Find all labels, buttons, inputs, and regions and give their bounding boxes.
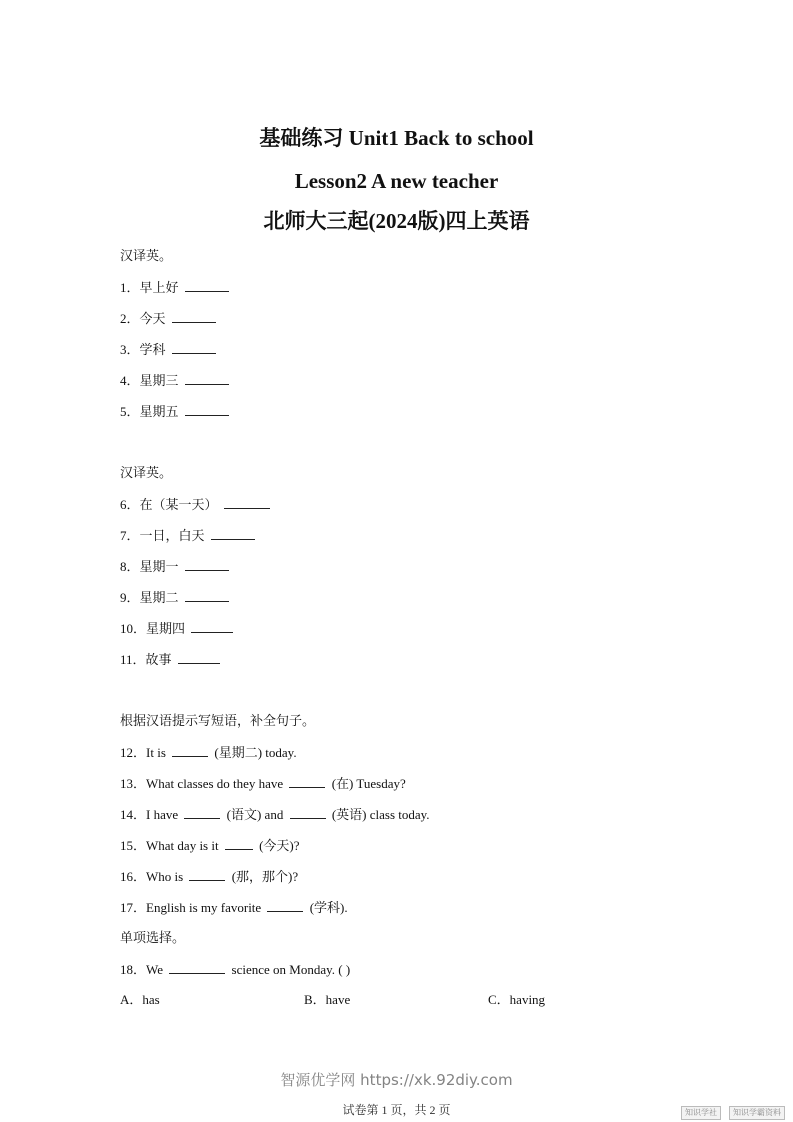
sentence-part: (在) Tuesday? (331, 776, 406, 791)
exercise-item (120, 370, 740, 401)
section-heading: 汉译英。 (120, 248, 173, 263)
item-prompt: 星期五 (139, 404, 179, 419)
item-number: 9． (120, 590, 140, 605)
answer-blank[interactable] (189, 866, 225, 881)
answer-blank[interactable] (211, 525, 255, 540)
exercise-item (120, 866, 740, 897)
sentence-part: (星期二) today. (214, 745, 297, 760)
item-prompt: 星期三 (139, 373, 179, 388)
item-number: 12． (120, 745, 147, 760)
corner-mark: 知识学社 (681, 1106, 721, 1120)
sentence-part: What classes do they have (146, 776, 284, 791)
textbook-title: 北师大三起(2024版)四上英语 (263, 209, 530, 233)
item-number: 16． (120, 869, 147, 884)
answer-blank[interactable] (172, 742, 208, 757)
item-prompt: 星期四 (146, 621, 186, 636)
answer-blank[interactable] (185, 401, 229, 416)
answer-blank[interactable] (185, 277, 229, 292)
item-number: 18． (120, 962, 147, 977)
corner-marks (681, 1106, 785, 1120)
exercise-item (120, 556, 740, 587)
item-prompt: 早上好 (139, 280, 179, 295)
item-number: 5． (120, 404, 140, 419)
answer-blank[interactable] (185, 556, 229, 571)
section-heading: 根据汉语提示写短语，补全句子。 (120, 713, 316, 728)
choice-options (120, 990, 740, 1010)
sentence-part: (语文) and (226, 807, 284, 822)
lesson-title: Lesson2 A new teacher (294, 169, 499, 193)
item-prompt: 今天 (139, 311, 166, 326)
item-number: 3． (120, 342, 140, 357)
answer-blank[interactable] (225, 835, 253, 850)
section-heading: 单项选择。 (120, 930, 186, 945)
item-number: 13． (120, 776, 147, 791)
item-prompt: 学科 (139, 342, 166, 357)
item-number: 11． (120, 652, 146, 667)
exercise-item (120, 339, 740, 370)
worksheet-title: 基础练习 Unit1 Back to school (259, 126, 534, 150)
item-prompt: 一日，白天 (139, 528, 205, 543)
answer-blank[interactable] (267, 897, 303, 912)
exercise-item (120, 742, 740, 773)
exercise-body (120, 246, 740, 1010)
item-number: 2． (120, 311, 140, 326)
sentence-part: I have (146, 807, 179, 822)
section-spacer (120, 432, 740, 463)
answer-blank[interactable] (185, 587, 229, 602)
answer-blank[interactable] (289, 773, 325, 788)
option-c[interactable]: C．having (488, 992, 546, 1007)
sentence-part: English is my favorite (146, 900, 262, 915)
exercise-item (120, 773, 740, 804)
answer-blank[interactable] (172, 308, 216, 323)
site-watermark: 智源优学网 https://xk.92diy.com (280, 1071, 513, 1089)
item-number: 1． (120, 280, 140, 295)
exercise-item (120, 525, 740, 556)
sentence-part: We (146, 962, 164, 977)
answer-blank[interactable] (224, 494, 270, 509)
option-b[interactable]: B．have (304, 992, 351, 1007)
section-heading: 汉译英。 (120, 465, 173, 480)
item-prompt: 星期一 (139, 559, 179, 574)
item-prompt: 星期二 (139, 590, 179, 605)
exercise-item (120, 649, 740, 680)
sentence-part: (英语) class today. (331, 807, 430, 822)
answer-blank[interactable] (178, 649, 220, 664)
exercise-item (120, 277, 740, 308)
item-number: 8． (120, 559, 140, 574)
section-spacer (120, 680, 740, 711)
sentence-part: (学科). (309, 900, 348, 915)
exercise-item (120, 494, 740, 525)
answer-blank[interactable] (191, 618, 233, 633)
exercise-item (120, 587, 740, 618)
item-prompt: 在（某一天） (139, 497, 218, 512)
item-number: 6． (120, 497, 140, 512)
answer-blank[interactable] (172, 339, 216, 354)
exercise-item (120, 959, 740, 990)
sentence-part: (那，那个)? (231, 869, 299, 884)
corner-mark: 知识学霸资料 (729, 1106, 785, 1120)
exercise-item (120, 897, 740, 928)
item-number: 14． (120, 807, 147, 822)
answer-blank[interactable] (169, 959, 225, 974)
exercise-item (120, 804, 740, 835)
option-a[interactable]: A．has (120, 992, 160, 1007)
answer-blank[interactable] (290, 804, 326, 819)
sentence-part: (今天)? (259, 838, 300, 853)
sentence-part: What day is it (146, 838, 219, 853)
item-number: 17． (120, 900, 147, 915)
sentence-part: science on Monday. ( ) (231, 962, 351, 977)
answer-blank[interactable] (185, 370, 229, 385)
exercise-item (120, 401, 740, 432)
exercise-item (120, 835, 740, 866)
item-prompt: 故事 (145, 652, 172, 667)
answer-blank[interactable] (184, 804, 220, 819)
item-number: 4． (120, 373, 140, 388)
sentence-part: It is (146, 745, 166, 760)
page-footer: 试卷第 1 页，共 2 页 (342, 1103, 451, 1117)
item-number: 15． (120, 838, 147, 853)
exercise-item (120, 618, 740, 649)
sentence-part: Who is (146, 869, 184, 884)
item-number: 7． (120, 528, 140, 543)
item-number: 10． (120, 621, 147, 636)
exercise-item (120, 308, 740, 339)
